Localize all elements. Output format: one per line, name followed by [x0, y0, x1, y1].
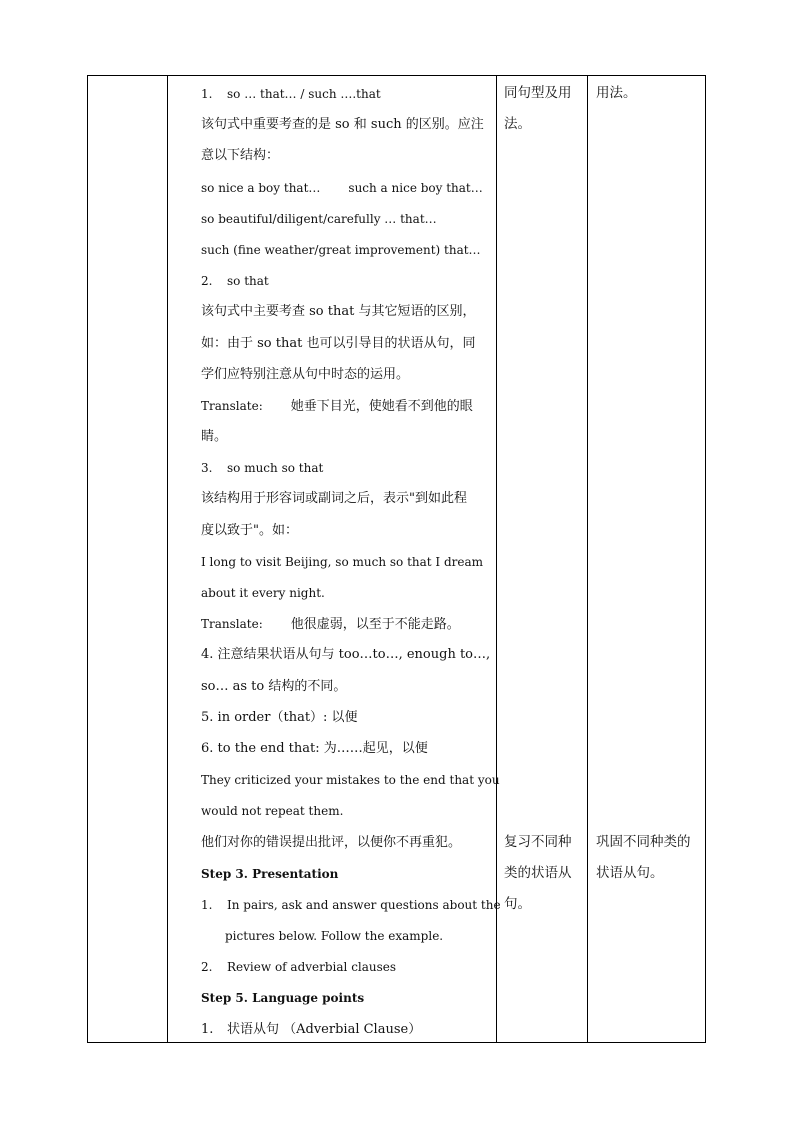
example-line: I long to visit Beijing, so much so that I dream	[201, 554, 484, 569]
purpose-cell-review: 巩固不同种类的 状语从句。	[596, 834, 691, 881]
example-line: such (fine weather/great improvement) that…	[201, 242, 481, 257]
list-item: 3. so much so that	[201, 461, 324, 476]
text-line: so… as to 结构的不同。	[201, 678, 347, 694]
column-divider	[167, 76, 168, 1042]
text-line: 该句式中主要考查 so that 与其它短语的区别，	[201, 304, 476, 320]
translate-line: Translate: 她垂下目光，使她看不到他的眼	[201, 398, 473, 414]
example-line: They criticized your mistakes to the end that you	[201, 773, 500, 788]
text-line: 睛。	[201, 429, 228, 445]
list-item: 1. 状语从句 （Adverbial Clause）	[201, 1021, 422, 1037]
text-line: 如：由于 so that 也可以引导目的状语从句，同	[201, 335, 476, 351]
text-line: 4. 注意结果状语从句与 too…to…, enough to…,	[201, 647, 491, 663]
section-heading: Step 5. Language points	[201, 991, 365, 1006]
example-line: would not repeat them.	[201, 804, 344, 819]
text-line: 他们对你的错误提出批评，以便你不再重犯。	[201, 834, 462, 850]
list-item: 2. Review of adverbial clauses	[201, 960, 397, 975]
example-line: about it every night.	[201, 586, 325, 600]
text-line: 意以下结构：	[201, 148, 280, 164]
design-intent-cell-review: 复习不同种 类的状语从 句。	[504, 834, 572, 912]
teaching-content-cell	[201, 84, 501, 1051]
example-line: so nice a boy that… such a nice boy that…	[201, 180, 483, 195]
lesson-plan-table	[87, 75, 706, 1043]
text-line: 度以致于"。如：	[201, 522, 298, 538]
text-line: 6. to the end that: 为……起见，以便	[201, 740, 428, 756]
section-heading: Step 3. Presentation	[201, 866, 339, 881]
translate-line: Translate: 他很虚弱，以至于不能走路。	[201, 617, 460, 633]
list-item: 1. so … that… / such ….that	[201, 87, 381, 101]
purpose-cell-top: 用法。	[596, 85, 637, 101]
example-line: so beautiful/diligent/carefully … that…	[201, 211, 437, 226]
text-line: 该句式中重要考查的是 so 和 such 的区别。应注	[201, 117, 484, 133]
list-item-continuation: pictures below. Follow the example.	[225, 929, 444, 944]
list-item: 2. so that	[201, 274, 269, 289]
text-line: 学们应特别注意从句中时态的运用。	[201, 366, 410, 382]
text-line: 该结构用于形容词或副词之后，表示"到如此程	[201, 491, 467, 507]
design-intent-cell-top: 同句型及用 法。	[504, 85, 572, 132]
list-item: 1. In pairs, ask and answer questions about the	[201, 897, 501, 912]
text-line: 5. in order（that）: 以便	[201, 709, 358, 725]
